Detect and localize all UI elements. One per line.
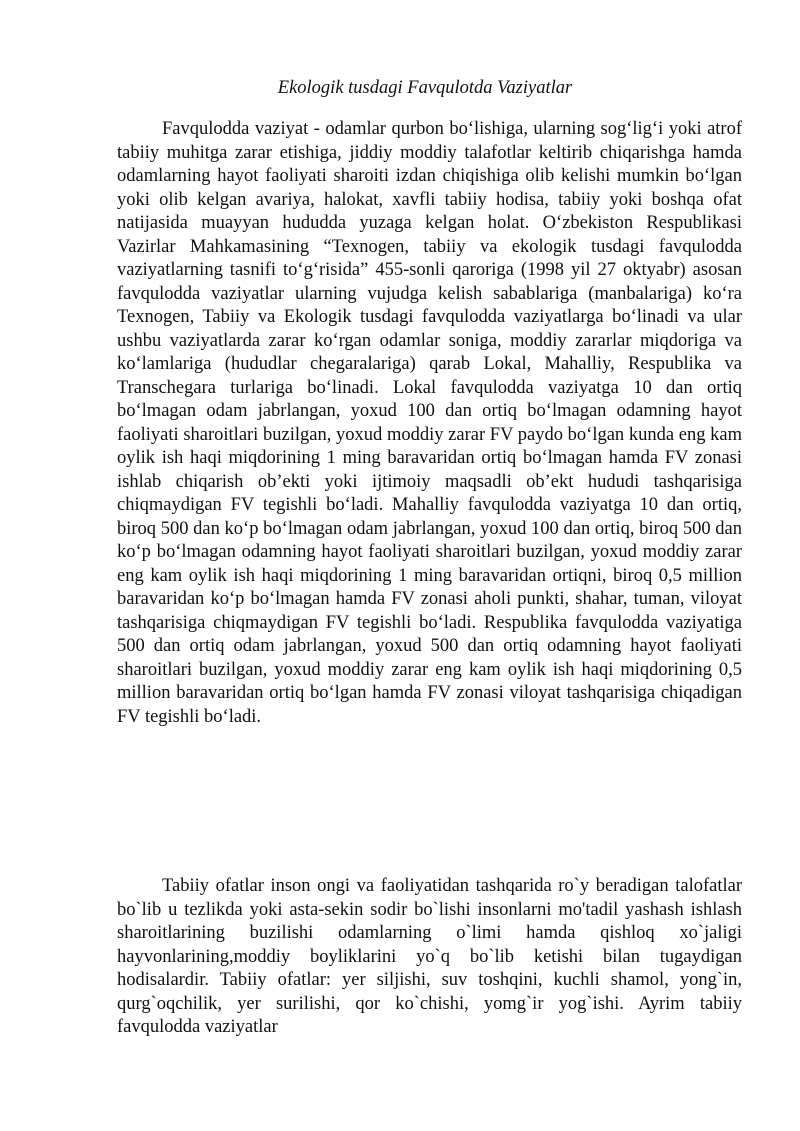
paragraph-natural-disasters: Tabiiy ofatlar inson ongi va faoliyatidan tashqarida ro`y beradigan talofatlar bo`lib u tezlikda yoki asta-sekin sodir bo`lishi insonlarni mo'tadil yashash ishlash sharoitlarining buzilishi odamlarning o`limi hamda qishloq xo`jaligi hayvonlarining,moddiy boyliklarini yo`q bo`lib ketishi bilan tugaydigan hodisalardir. Tabiiy ofatlar: yer siljishi, suv toshqini, kuchli shamol, yong`in, qurg`oqchilik, yer surilishi, qor ko`chishi, yomg`ir yog`ishi. Ayrim tabiiy favqulodda vaziyatlar xyxy=(117,876,742,1037)
document-title: Ekologik tusdagi Favqulotda Vaziyatlar xyxy=(277,78,573,98)
paragraph-definition: Favqulodda vaziyat - odamlar qurbon bo‘lishiga, ularning sog‘lig‘i yoki atrof tabiiy muhitga zarar etishiga, jiddiy moddiy talafotlar keltirib chiqarishga hamda odamlarning hayot faoliyati sharoiti izdan chiqishiga olib kelishi mumkin bo‘lgan yoki olib kelgan avariya, halokat, xavfli tabiiy hodisa, tabiiy yoki boshqa ofat natijasida muayyan hududda yuzaga kelgan holat. O‘zbekiston Respublikasi Vazirlar Mahkamasining “Texnogen, tabiiy va ekologik tusdagi favqulodda vaziyatlarning tasnifi to‘g‘risida” 455-sonli qaroriga (1998 yil 27 oktyabr) asosan favqulodda vaziyatlar ularning vujudga kelish sabablariga (manbalariga) ko‘ra Texnogen, Tabiiy va Ekologik tusdagi favqulodda vaziyatlarga bo‘linadi va ular ushbu vaziyatlarda zarar ko‘rgan odamlar soniga, moddiy zararlar miqdoriga va ko‘lamlariga (hududlar chegaralariga) qarab Lokal, Mahalliy, Respublika va Transchegara turlariga bo‘linadi. Lokal favqulodda vaziyatga 10 dan ortiq bo‘lmagan odam jabrlangan, yoxud 100 dan ortiq bo‘lmagan odamning hayot faoliyati sharoitlari buzilgan, yoxud moddiy zarar FV paydo bo‘lgan kunda eng kam oylik ish haqi miqdorining 1 ming baravaridan ortiq bo‘lmagan hamda FV zonasi ishlab chiqarish ob’ekti yoki ijtimoiy maqsadli ob’ekt hududi tashqarisiga chiqmaydigan FV tegishli bo‘ladi. Mahalliy favqulodda vaziyatga 10 dan ortiq, biroq 500 dan ko‘p bo‘lmagan odam jabrlangan, yoxud 100 dan ortiq, biroq 500 dan ko‘p bo‘lmagan odamning hayot faoliyati sharoitlari buzilgan, yoxud moddiy zarar eng kam oylik ish haqi miqdorining 1 ming baravaridan ortiqni, biroq 0,5 million baravaridan ko‘p bo‘lmagan hamda FV zonasi aholi punkti, shahar, tuman, viloyat tashqarisiga chiqmaydigan FV tegishli bo‘ladi. Respublika favqulodda vaziyatiga 500 dan ortiq odam jabrlangan, yoxud 500 dan ortiq odamning hayot faoliyati sharoitlari buzilgan, yoxud moddiy zarar eng kam oylik ish haqi miqdorining 0,5 million baravaridan ortiq bo‘lgan hamda FV zonasi viloyat tashqarisiga chiqadigan FV tegishli bo‘ladi. xyxy=(117,119,742,727)
